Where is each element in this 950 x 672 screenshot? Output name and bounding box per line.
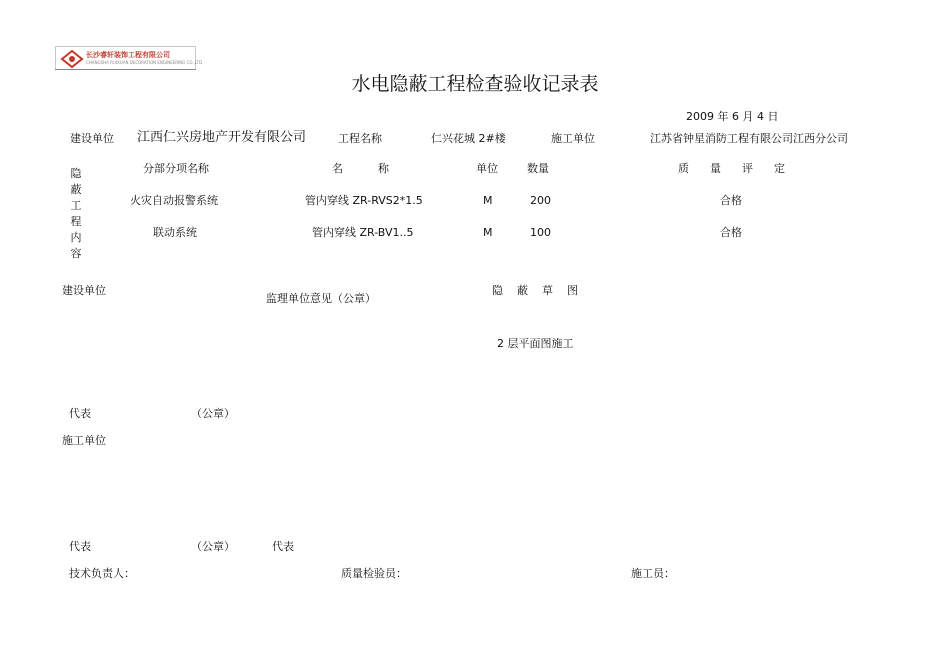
table-row-1-sub-item: 火灾自动报警系统 <box>130 194 218 207</box>
header-quality: 质 量 评 定 <box>678 162 785 175</box>
builder-seal-label: （公章） <box>191 407 235 420</box>
vertical-char: 程 <box>70 215 82 228</box>
project-name-value: 仁兴花城 2#楼 <box>431 132 506 145</box>
contractor-seal-label: （公章） <box>191 540 235 553</box>
table-row-2-unit: M <box>483 226 493 239</box>
table-row-2-qty: 100 <box>530 226 551 239</box>
contractor-representative-label: 代表 <box>69 540 91 553</box>
vertical-char: 隐 <box>70 167 82 180</box>
supervisor-opinion-label: 监理单位意见（公章） <box>266 292 376 305</box>
table-row-1-quality: 合格 <box>720 194 742 207</box>
tech-lead-signature-label: 技术负责人： <box>69 567 135 580</box>
hidden-content-vertical-label <box>69 166 83 262</box>
header-sub-item: 分部分项名称 <box>143 162 209 175</box>
builder-representative-label: 代表 <box>69 407 91 420</box>
table-row-1-qty: 200 <box>530 194 551 207</box>
supervisor-representative-label: 代表 <box>272 540 294 553</box>
table-row-2-name: 管内穿线 ZR-BV1..5 <box>312 226 414 239</box>
lower-builder-label: 建设单位 <box>62 284 106 297</box>
contractor-value: 江苏省钟星消防工程有限公司江西分公司 <box>650 132 848 145</box>
quality-inspector-signature-label: 质量检验员： <box>341 567 407 580</box>
record-date: 2009 年 6 月 4 日 <box>686 110 779 123</box>
table-row-2-sub-item: 联动系统 <box>153 226 197 239</box>
vertical-char: 内 <box>70 231 82 244</box>
builder-label: 建设单位 <box>70 132 114 145</box>
table-row-1-name: 管内穿线 ZR-RVS2*1.5 <box>305 194 423 207</box>
sketch-note: 2 层平面图施工 <box>497 337 574 350</box>
hidden-sketch-label: 隐 蔽 草 图 <box>492 284 578 297</box>
logo-mark-icon <box>60 49 84 69</box>
header-name: 名 称 <box>332 162 389 175</box>
vertical-char: 工 <box>70 199 82 212</box>
builder-value: 江西仁兴房地产开发有限公司 <box>137 130 307 145</box>
vertical-char: 蔽 <box>70 183 82 196</box>
logo-company-name-en: CHANGSHA RUIXUAN DECORATION ENGINEERING CO.,LTD <box>86 60 203 65</box>
logo-underline <box>55 69 196 70</box>
header-unit: 单位 <box>476 162 498 175</box>
lower-contractor-label: 施工单位 <box>62 434 106 447</box>
vertical-char: 容 <box>70 247 82 260</box>
contractor-label: 施工单位 <box>551 132 595 145</box>
company-logo <box>55 46 203 70</box>
project-name-label: 工程名称 <box>338 132 382 145</box>
page-title: 水电隐蔽工程检查验收记录表 <box>351 73 599 95</box>
table-row-2-quality: 合格 <box>720 226 742 239</box>
worker-signature-label: 施工员： <box>631 567 675 580</box>
header-quantity: 数量 <box>527 162 549 175</box>
logo-company-name: 长沙睿轩装饰工程有限公司 <box>86 51 170 59</box>
table-row-1-unit: M <box>483 194 493 207</box>
